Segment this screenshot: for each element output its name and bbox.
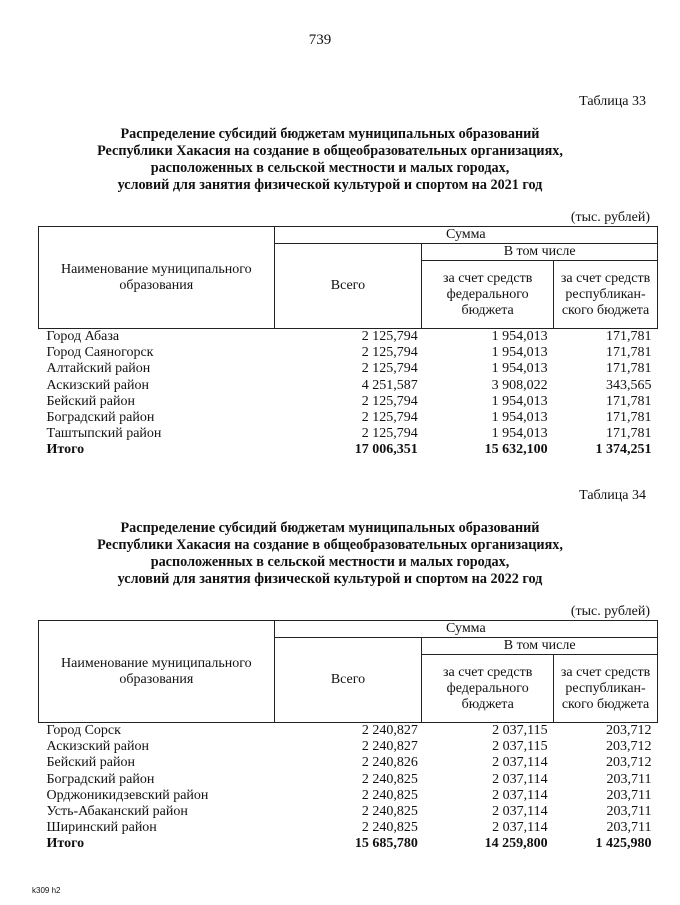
row-republican: 203,711 bbox=[606, 787, 652, 803]
header-republican: за счет средств республикан-ского бюджета bbox=[554, 655, 658, 723]
table-row bbox=[39, 394, 658, 410]
row-republican: 171,781 bbox=[606, 410, 652, 426]
table-row bbox=[39, 345, 658, 361]
header-sum: Сумма bbox=[274, 227, 657, 244]
row-federal: 1 954,013 bbox=[491, 393, 548, 409]
total-label: Итого bbox=[46, 442, 85, 458]
row-total: 2 240,825 bbox=[361, 787, 418, 803]
table-row bbox=[39, 788, 658, 804]
page-number: 739 bbox=[308, 32, 332, 48]
row-total: 2 125,794 bbox=[361, 345, 418, 361]
row-name: Таштыпский район bbox=[46, 426, 162, 442]
row-total: 4 251,587 bbox=[361, 377, 418, 393]
row-name: Боградский район bbox=[46, 410, 155, 426]
header-total: Всего bbox=[274, 244, 422, 329]
title-line: Республики Хакасия на создание в общеобразовательных организациях, bbox=[97, 537, 563, 553]
title-line: Распределение субсидий бюджетам муниципальных образований bbox=[120, 520, 540, 536]
row-name: Боградский район bbox=[46, 771, 155, 787]
total-sum: 17 006,351 bbox=[354, 442, 418, 458]
row-federal: 2 037,114 bbox=[492, 755, 548, 771]
row-republican: 171,781 bbox=[606, 361, 652, 377]
row-republican: 171,781 bbox=[606, 393, 652, 409]
row-total: 2 125,794 bbox=[361, 426, 418, 442]
total-federal: 14 259,800 bbox=[484, 836, 548, 852]
total-row bbox=[39, 442, 658, 458]
header-including: В том числе bbox=[422, 244, 658, 261]
row-name: Орджоникидзевский район bbox=[46, 787, 209, 803]
row-federal: 1 954,013 bbox=[491, 426, 548, 442]
table-body bbox=[39, 329, 658, 459]
table-body bbox=[39, 723, 658, 853]
row-total: 2 240,825 bbox=[361, 820, 418, 836]
header-republican: за счет средств республикан-ского бюджета bbox=[554, 261, 658, 329]
title-line: расположенных в сельской местности и малых городах, bbox=[150, 554, 510, 570]
row-name: Ширинский район bbox=[46, 820, 157, 836]
title-line: условий для занятия физической культурой и спортом на 2022 год bbox=[117, 571, 543, 587]
row-total: 2 240,827 bbox=[361, 723, 418, 738]
row-federal: 1 954,013 bbox=[491, 410, 548, 426]
row-total: 2 240,825 bbox=[361, 771, 418, 787]
row-federal: 2 037,115 bbox=[492, 723, 548, 738]
header-total: Всего bbox=[274, 638, 422, 723]
table-row bbox=[39, 378, 658, 394]
row-federal: 2 037,114 bbox=[492, 804, 548, 820]
total-federal: 15 632,100 bbox=[484, 442, 548, 458]
table-row bbox=[39, 723, 658, 740]
row-federal: 2 037,114 bbox=[492, 787, 548, 803]
units-label: (тыс. рублей) bbox=[570, 604, 650, 619]
row-name: Бейский район bbox=[46, 755, 135, 771]
row-name: Город Сорск bbox=[46, 723, 121, 738]
row-total: 2 240,826 bbox=[361, 755, 418, 771]
row-name: Усть-Абаканский район bbox=[46, 804, 188, 820]
row-total: 2 125,794 bbox=[361, 410, 418, 426]
row-federal: 2 037,114 bbox=[492, 820, 548, 836]
row-federal: 1 954,013 bbox=[491, 345, 548, 361]
total-label: Итого bbox=[46, 836, 85, 852]
row-federal: 1 954,013 bbox=[491, 329, 548, 344]
row-republican: 203,712 bbox=[606, 739, 652, 755]
row-republican: 203,711 bbox=[606, 820, 652, 836]
subsidy-table-2021 bbox=[38, 226, 658, 459]
subsidy-table-2022 bbox=[38, 620, 658, 853]
units-label: (тыс. рублей) bbox=[570, 210, 650, 225]
row-name: Бейский район bbox=[46, 393, 135, 409]
footer-code: k309 h2 bbox=[32, 886, 61, 895]
row-name: Город Абаза bbox=[46, 329, 120, 344]
row-republican: 203,712 bbox=[606, 723, 652, 738]
row-name: Алтайский район bbox=[46, 361, 151, 377]
table-row bbox=[39, 804, 658, 820]
row-name: Аскизский район bbox=[46, 739, 149, 755]
table-label: Таблица 33 bbox=[579, 94, 646, 109]
table-title bbox=[0, 126, 680, 194]
title-line: Республики Хакасия на создание в общеобразовательных организациях, bbox=[97, 143, 563, 159]
header-federal: за счет средств федерального бюджета bbox=[422, 261, 554, 329]
table-row bbox=[39, 329, 658, 346]
row-republican: 343,565 bbox=[606, 377, 652, 393]
row-total: 2 240,827 bbox=[361, 739, 418, 755]
table-row bbox=[39, 739, 658, 755]
total-sum: 15 685,780 bbox=[354, 836, 418, 852]
title-line: Распределение субсидий бюджетам муниципальных образований bbox=[120, 126, 540, 142]
row-republican: 203,712 bbox=[606, 755, 652, 771]
row-federal: 1 954,013 bbox=[491, 361, 548, 377]
total-republican: 1 374,251 bbox=[595, 442, 652, 458]
row-republican: 203,711 bbox=[606, 771, 652, 787]
table-row bbox=[39, 361, 658, 377]
row-federal: 3 908,022 bbox=[491, 377, 548, 393]
table-row bbox=[39, 426, 658, 442]
total-republican: 1 425,980 bbox=[595, 836, 652, 852]
row-republican: 171,781 bbox=[606, 345, 652, 361]
row-federal: 2 037,114 bbox=[492, 771, 548, 787]
row-republican: 171,781 bbox=[606, 426, 652, 442]
table-row bbox=[39, 410, 658, 426]
table-title bbox=[0, 520, 680, 588]
header-sum: Сумма bbox=[274, 621, 657, 638]
row-total: 2 125,794 bbox=[361, 393, 418, 409]
table-label: Таблица 34 bbox=[579, 488, 646, 503]
row-name: Город Саяногорск bbox=[46, 345, 154, 361]
title-line: условий для занятия физической культурой и спортом на 2021 год bbox=[117, 177, 543, 193]
table-row bbox=[39, 755, 658, 771]
title-line: расположенных в сельской местности и малых городах, bbox=[150, 160, 510, 176]
row-republican: 203,711 bbox=[606, 804, 652, 820]
header-name: Наименование муниципального образования bbox=[39, 227, 275, 329]
table-row bbox=[39, 820, 658, 836]
header-name: Наименование муниципального образования bbox=[39, 621, 275, 723]
row-total: 2 125,794 bbox=[361, 329, 418, 344]
header-federal: за счет средств федерального бюджета bbox=[422, 655, 554, 723]
header-including: В том числе bbox=[422, 638, 658, 655]
row-total: 2 125,794 bbox=[361, 361, 418, 377]
total-row bbox=[39, 836, 658, 852]
row-federal: 2 037,115 bbox=[492, 739, 548, 755]
row-republican: 171,781 bbox=[606, 329, 652, 344]
row-total: 2 240,825 bbox=[361, 804, 418, 820]
table-row bbox=[39, 772, 658, 788]
row-name: Аскизский район bbox=[46, 377, 149, 393]
